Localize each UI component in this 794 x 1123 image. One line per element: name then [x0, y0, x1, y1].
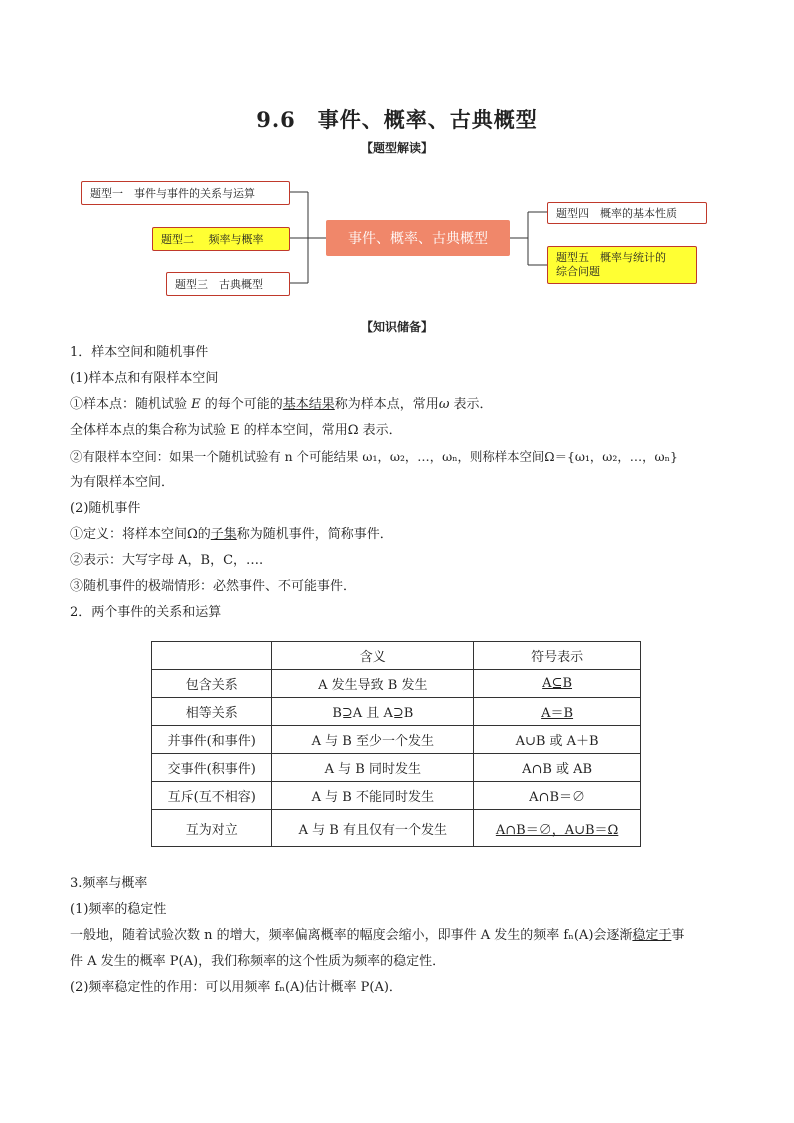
frequency-section	[70, 871, 730, 1001]
table-cell	[474, 698, 641, 726]
table-header-cell: 符号表示	[474, 642, 641, 670]
paragraph-definition: ①定义：将样本空间Ω的子集称为随机事件，简称事件．	[70, 527, 393, 542]
table-cell: 包含关系	[152, 670, 272, 698]
subheading-sample-point: (1)样本点和有限样本空间	[70, 371, 219, 386]
underlined-subset: 子集	[210, 527, 237, 542]
mindmap-node-type-4-label: 题型四 概率的基本性质	[556, 207, 677, 220]
table-header-cell: 含义	[272, 642, 474, 670]
knowledge-section	[70, 340, 730, 626]
paragraph-sample-point: ①样本点：随机试验 E 的每个可能的基本结果称为样本点，常用ω 表示．	[70, 397, 493, 412]
mindmap-center-node	[326, 220, 510, 256]
table-cell: 互斥(互不相容)	[152, 782, 272, 810]
paragraph-sample-space: 全体样本点的集合称为试验 E 的样本空间，常用Ω 表示．	[70, 423, 402, 438]
table-cell: 交事件(积事件)	[152, 754, 272, 782]
subheading-stability: (1)频率的稳定性	[70, 902, 167, 917]
table-cell: A 发生导致 B 发生	[272, 670, 474, 698]
section-header-knowledge: 【知识储备】	[360, 320, 433, 334]
event-relations-table	[151, 641, 641, 847]
underlined-stable: 稳定于	[632, 928, 672, 943]
mindmap-node-type-3-label: 题型三 古典概型	[175, 278, 263, 291]
table-cell: A 与 B 至少一个发生	[272, 726, 474, 754]
table-header-cell	[152, 642, 272, 670]
table-row	[152, 670, 641, 698]
mindmap-node-type-3	[166, 272, 290, 296]
underlined-symbol: A⊆B	[542, 676, 573, 691]
table-cell: A 与 B 有且仅有一个发生	[272, 810, 474, 847]
paragraph-stability: 一般地，随着试验次数 n 的增大，频率偏离概率的幅度会缩小，即事件 A 发生的频率 fₙ(A)会逐渐稳定于事	[70, 928, 685, 943]
table-cell: A∩B＝∅	[474, 782, 641, 810]
table-cell	[474, 670, 641, 698]
page-title: 9.6 事件、概率、古典概型	[256, 107, 538, 132]
mindmap-node-type-2-label: 题型二 频率与概率	[161, 233, 264, 246]
heading-sample-space: 1．样本空间和随机事件	[70, 345, 209, 360]
table-header-row	[152, 642, 641, 670]
underlined-symbol: A∩B＝∅，A∪B＝Ω	[495, 822, 619, 838]
table-row	[152, 810, 641, 847]
mind-map	[0, 170, 794, 310]
heading-frequency: 3.频率与概率	[70, 876, 148, 891]
section-header-question-types: 【题型解读】	[360, 141, 433, 155]
mindmap-node-type-2	[152, 227, 290, 251]
table-cell: B⊇A 且 A⊇B	[272, 698, 474, 726]
paragraph-stability-use: (2)频率稳定性的作用：可以用频率 fₙ(A)估计概率 P(A)．	[70, 980, 402, 995]
table-row	[152, 782, 641, 810]
table-row	[152, 726, 641, 754]
table-cell: A∪B 或 A＋B	[474, 726, 641, 754]
table-row	[152, 698, 641, 726]
underlined-basic-result: 基本结果	[282, 397, 335, 412]
table-cell: 相等关系	[152, 698, 272, 726]
mindmap-node-type-1-label: 题型一 事件与事件的关系与运算	[90, 187, 255, 200]
mindmap-node-type-5-label-line2: 综合问题	[556, 265, 600, 278]
table-cell: A 与 B 不能同时发生	[272, 782, 474, 810]
mindmap-node-type-5	[547, 246, 697, 284]
paragraph-stability-cont: 件 A 发生的概率 P(A)，我们称频率的这个性质为频率的稳定性．	[70, 954, 446, 969]
mindmap-node-type-5-label-line1: 题型五 概率与统计的	[556, 251, 666, 264]
table-cell: 互为对立	[152, 810, 272, 847]
mindmap-node-type-4	[547, 202, 707, 224]
heading-event-relations: 2．两个事件的关系和运算	[70, 605, 222, 620]
mindmap-node-type-1	[81, 181, 290, 205]
mindmap-center-label: 事件、概率、古典概型	[348, 231, 488, 247]
underlined-symbol: A＝B	[541, 706, 574, 721]
table-cell: A 与 B 同时发生	[272, 754, 474, 782]
table-cell	[474, 810, 641, 847]
table-cell: 并事件(和事件)	[152, 726, 272, 754]
table-cell: A∩B 或 AB	[474, 754, 641, 782]
paragraph-finite-space: ②有限样本空间：如果一个随机试验有 n 个可能结果 ω₁，ω₂，…，ωₙ，则称样本空间Ω＝{ω₁，ω₂，…，ωₙ}	[70, 449, 678, 464]
paragraph-notation: ②表示：大写字母 A，B，C，….	[70, 553, 264, 568]
table-row	[152, 754, 641, 782]
paragraph-extreme-cases: ③随机事件的极端情形：必然事件、不可能事件．	[70, 579, 357, 594]
paragraph-finite-space-cont: 为有限样本空间．	[70, 475, 175, 490]
subheading-random-event: (2)随机事件	[70, 501, 141, 516]
